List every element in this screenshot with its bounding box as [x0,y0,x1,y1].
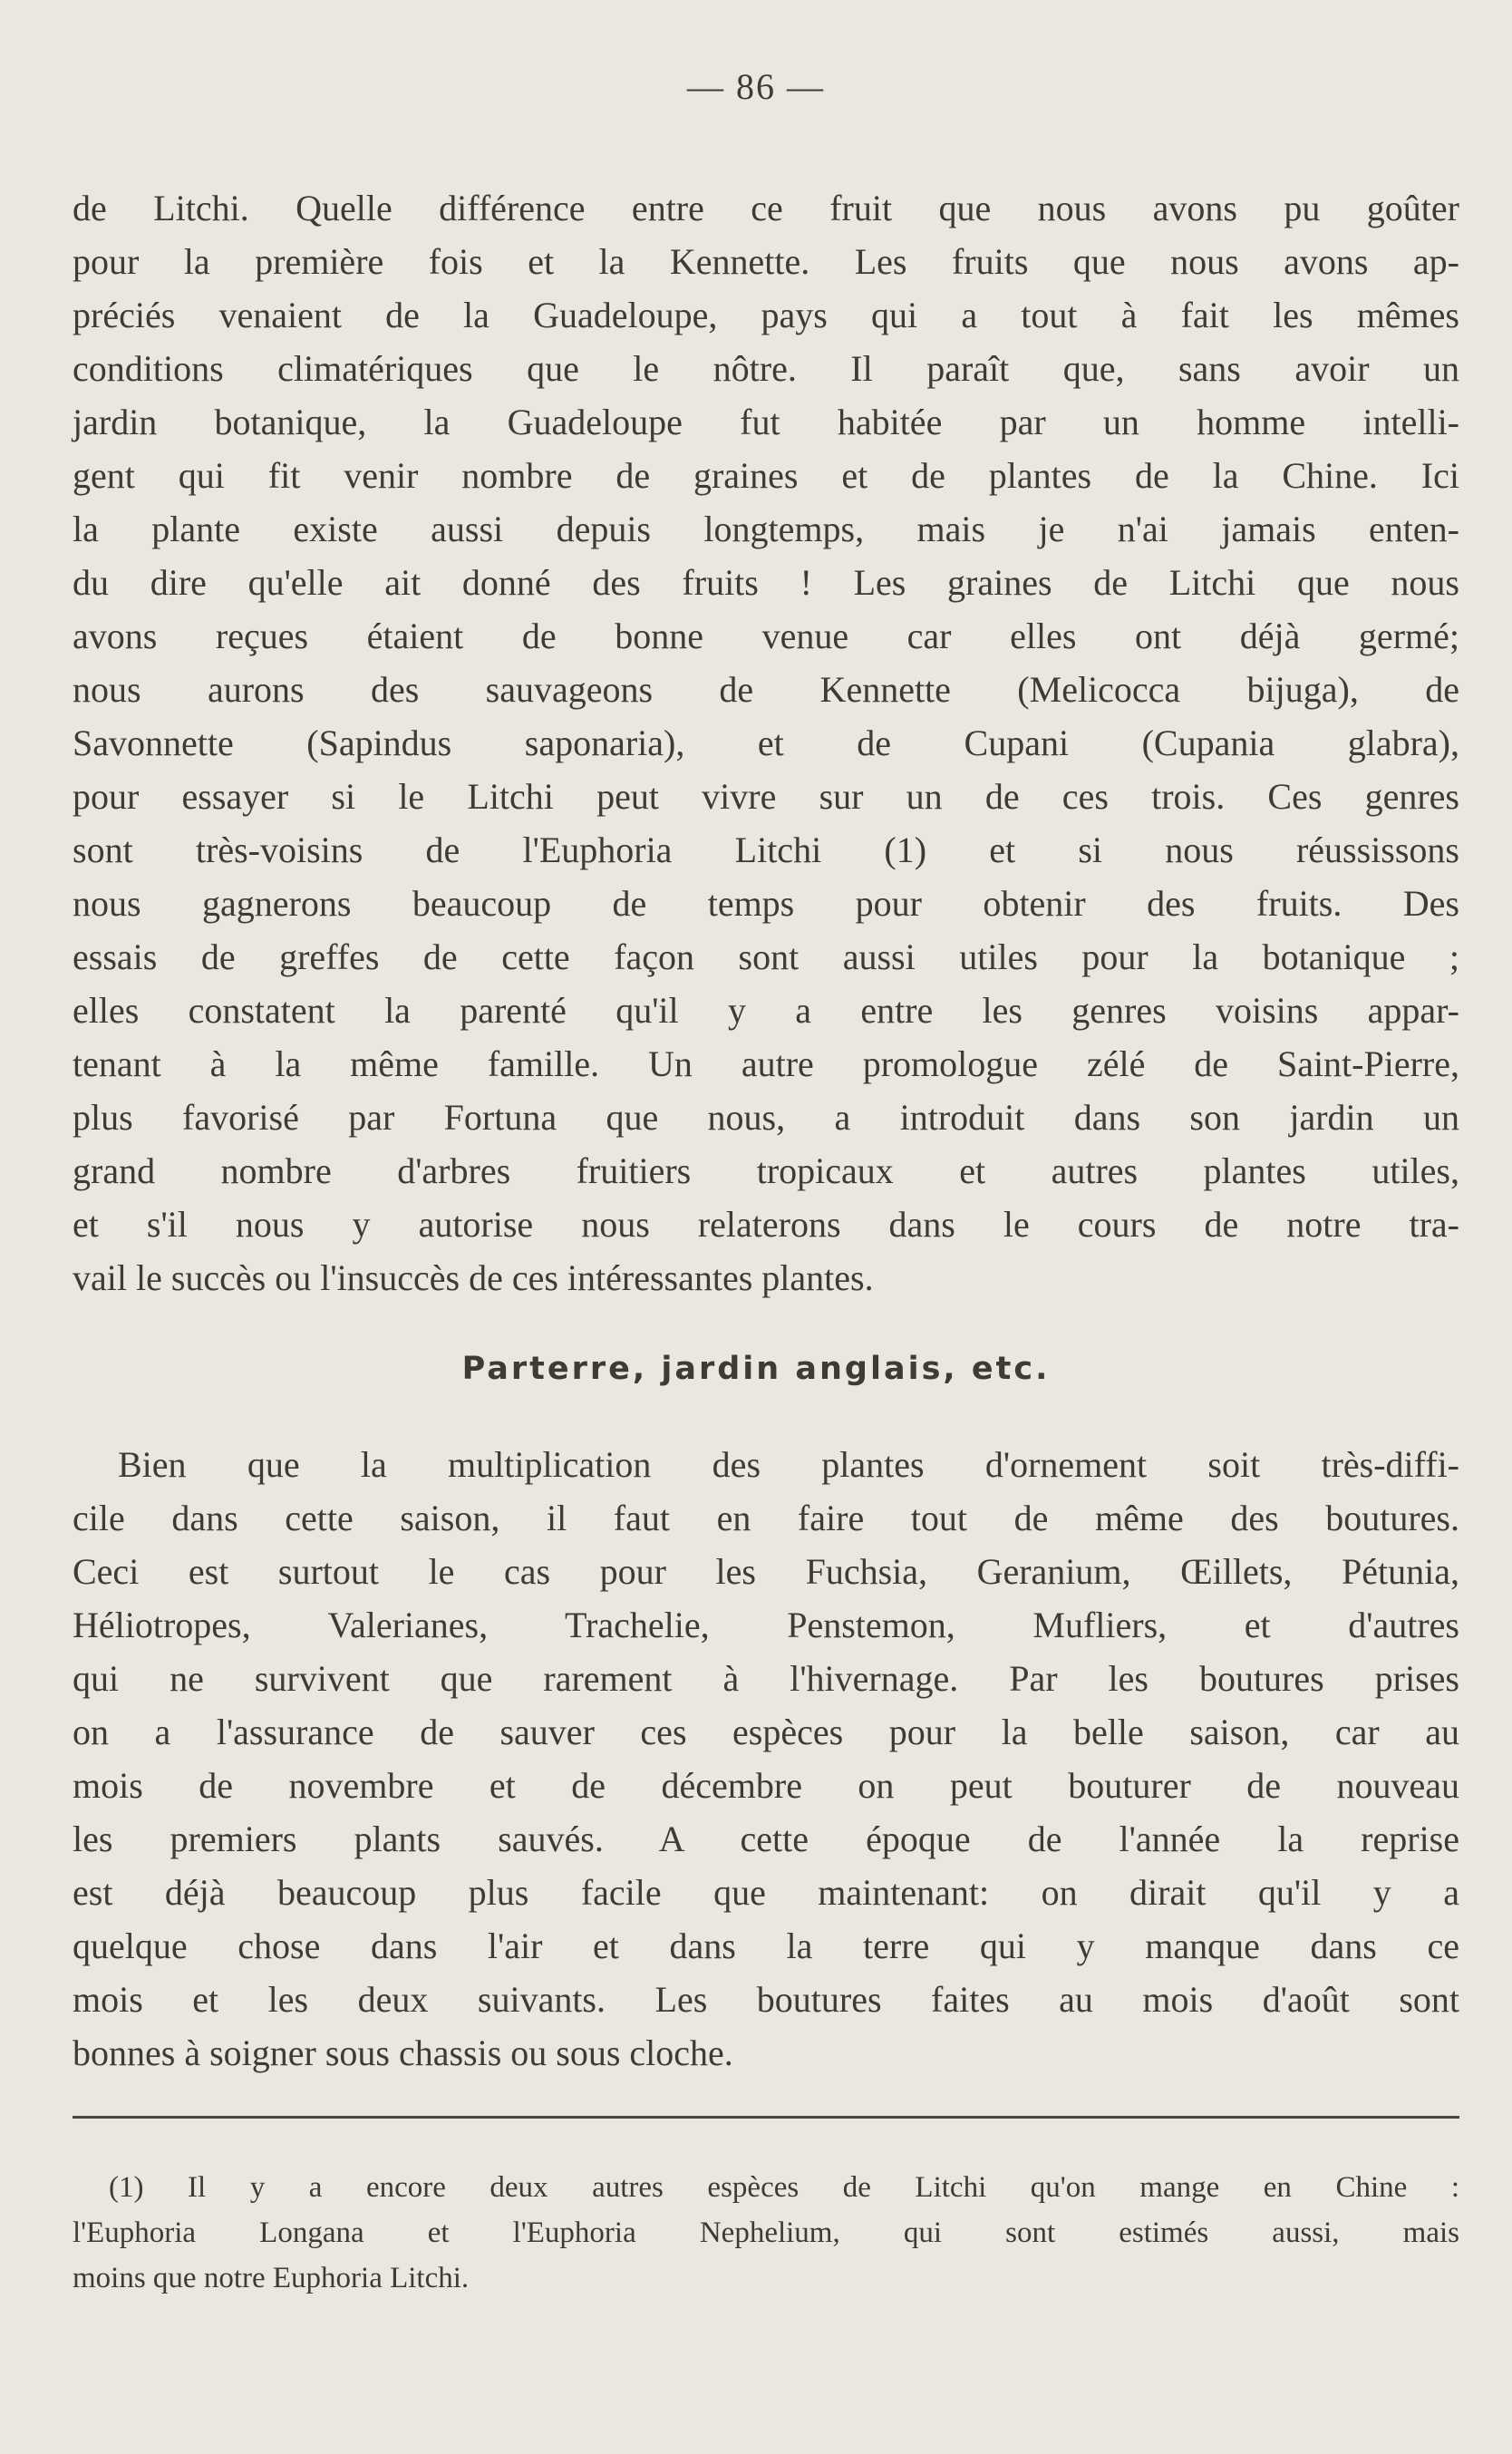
page-number: — 86 — [687,66,825,107]
text-line: est déjà beaucoup plus facile que maintenant: on dirait qu'il y a [73,1872,1459,1913]
text-line: jardin botanique, la Guadeloupe fut habitée par un homme intelli- [73,402,1459,442]
text-line: nous gagnerons beaucoup de temps pour obtenir des fruits. Des [73,883,1459,924]
text-line: pour essayer si le Litchi peut vivre sur un de ces trois. Ces genres [73,776,1459,817]
text-line: Ceci est surtout le cas pour les Fuchsia, Geranium, Œillets, Pétunia, [73,1551,1459,1592]
text-line: mois de novembre et de décembre on peut bouturer de nouveau [73,1765,1459,1806]
text-line: cile dans cette saison, il faut en faire tout de même des boutures. [73,1498,1459,1538]
text-line: conditions climatériques que le nôtre. Il paraît que, sans avoir un [73,348,1459,389]
text-line: du dire qu'elle ait donné des fruits ! Les graines de Litchi que nous [73,562,1459,603]
footnote-divider [73,2116,1459,2119]
text-line: de Litchi. Quelle différence entre ce fruit que nous avons pu goûter [73,188,1459,228]
text-line: grand nombre d'arbres fruitiers tropicaux et autres plantes utiles, [73,1150,1459,1191]
text-line: on a l'assurance de sauver ces espèces pour la belle saison, car au [73,1712,1459,1752]
text-line: vail le succès ou l'insuccès de ces intéressantes plantes. [73,1257,874,1298]
text-line: Savonnette (Sapindus saponaria), et de Cupani (Cupania glabra), [73,723,1459,763]
text-line: sont très-voisins de l'Euphoria Litchi (1) et si nous réussissons [73,829,1459,870]
text-line: plus favorisé par Fortuna que nous, a introduit dans son jardin un [73,1097,1459,1138]
text-line: essais de greffes de cette façon sont aussi utiles pour la botanique ; [73,936,1459,977]
text-line: elles constatent la parenté qu'il y a entre les genres voisins appar- [73,990,1459,1031]
paragraph-litchi [73,181,1459,1305]
text-line: tenant à la même famille. Un autre promologue zélé de Saint-Pierre, [73,1043,1459,1084]
footnote-line: l'Euphoria Longana et l'Euphoria Nephelium, qui sont estimés aussi, mais [73,2216,1459,2249]
text-line: quelque chose dans l'air et dans la terre qui y manque dans ce [73,1925,1459,1966]
text-line: et s'il nous y autorise nous relaterons dans le cours de notre tra- [73,1204,1459,1245]
text-line: la plante existe aussi depuis longtemps, mais je n'ai jamais enten- [73,509,1459,549]
text-line: qui ne survivent que rarement à l'hivernage. Par les boutures prises [73,1658,1459,1699]
paragraph-boutures [73,1438,1459,2080]
text-line: Héliotropes, Valerianes, Trachelie, Penstemon, Mufliers, et d'autres [73,1605,1459,1645]
text-line: Bien que la multiplication des plantes d'ornement soit très-diffi- [118,1444,1459,1485]
text-line: pour la première fois et la Kennette. Les fruits que nous avons ap- [73,241,1459,282]
footnote-line: (1) Il y a encore deux autres espèces de Litchi qu'on mange en Chine : [109,2171,1459,2204]
text-line: mois et les deux suivants. Les boutures faites au mois d'août sont [73,1979,1459,2020]
footnote-line: moins que notre Euphoria Litchi. [73,2262,470,2294]
section-heading: Parterre, jardin anglais, etc. [461,1351,1051,1387]
footnote [73,2165,1459,2301]
text-line: préciés venaient de la Guadeloupe, pays qui a tout à fait les mêmes [73,295,1459,335]
text-line: gent qui fit venir nombre de graines et de plantes de la Chine. Ici [73,455,1459,496]
text-line: avons reçues étaient de bonne venue car elles ont déjà germé; [73,616,1459,656]
text-line: bonnes à soigner sous chassis ou sous cloche. [73,2032,733,2073]
text-line: les premiers plants sauvés. A cette époque de l'année la reprise [73,1819,1459,1859]
text-line: nous aurons des sauvageons de Kennette (Melicocca bijuga), de [73,669,1459,710]
